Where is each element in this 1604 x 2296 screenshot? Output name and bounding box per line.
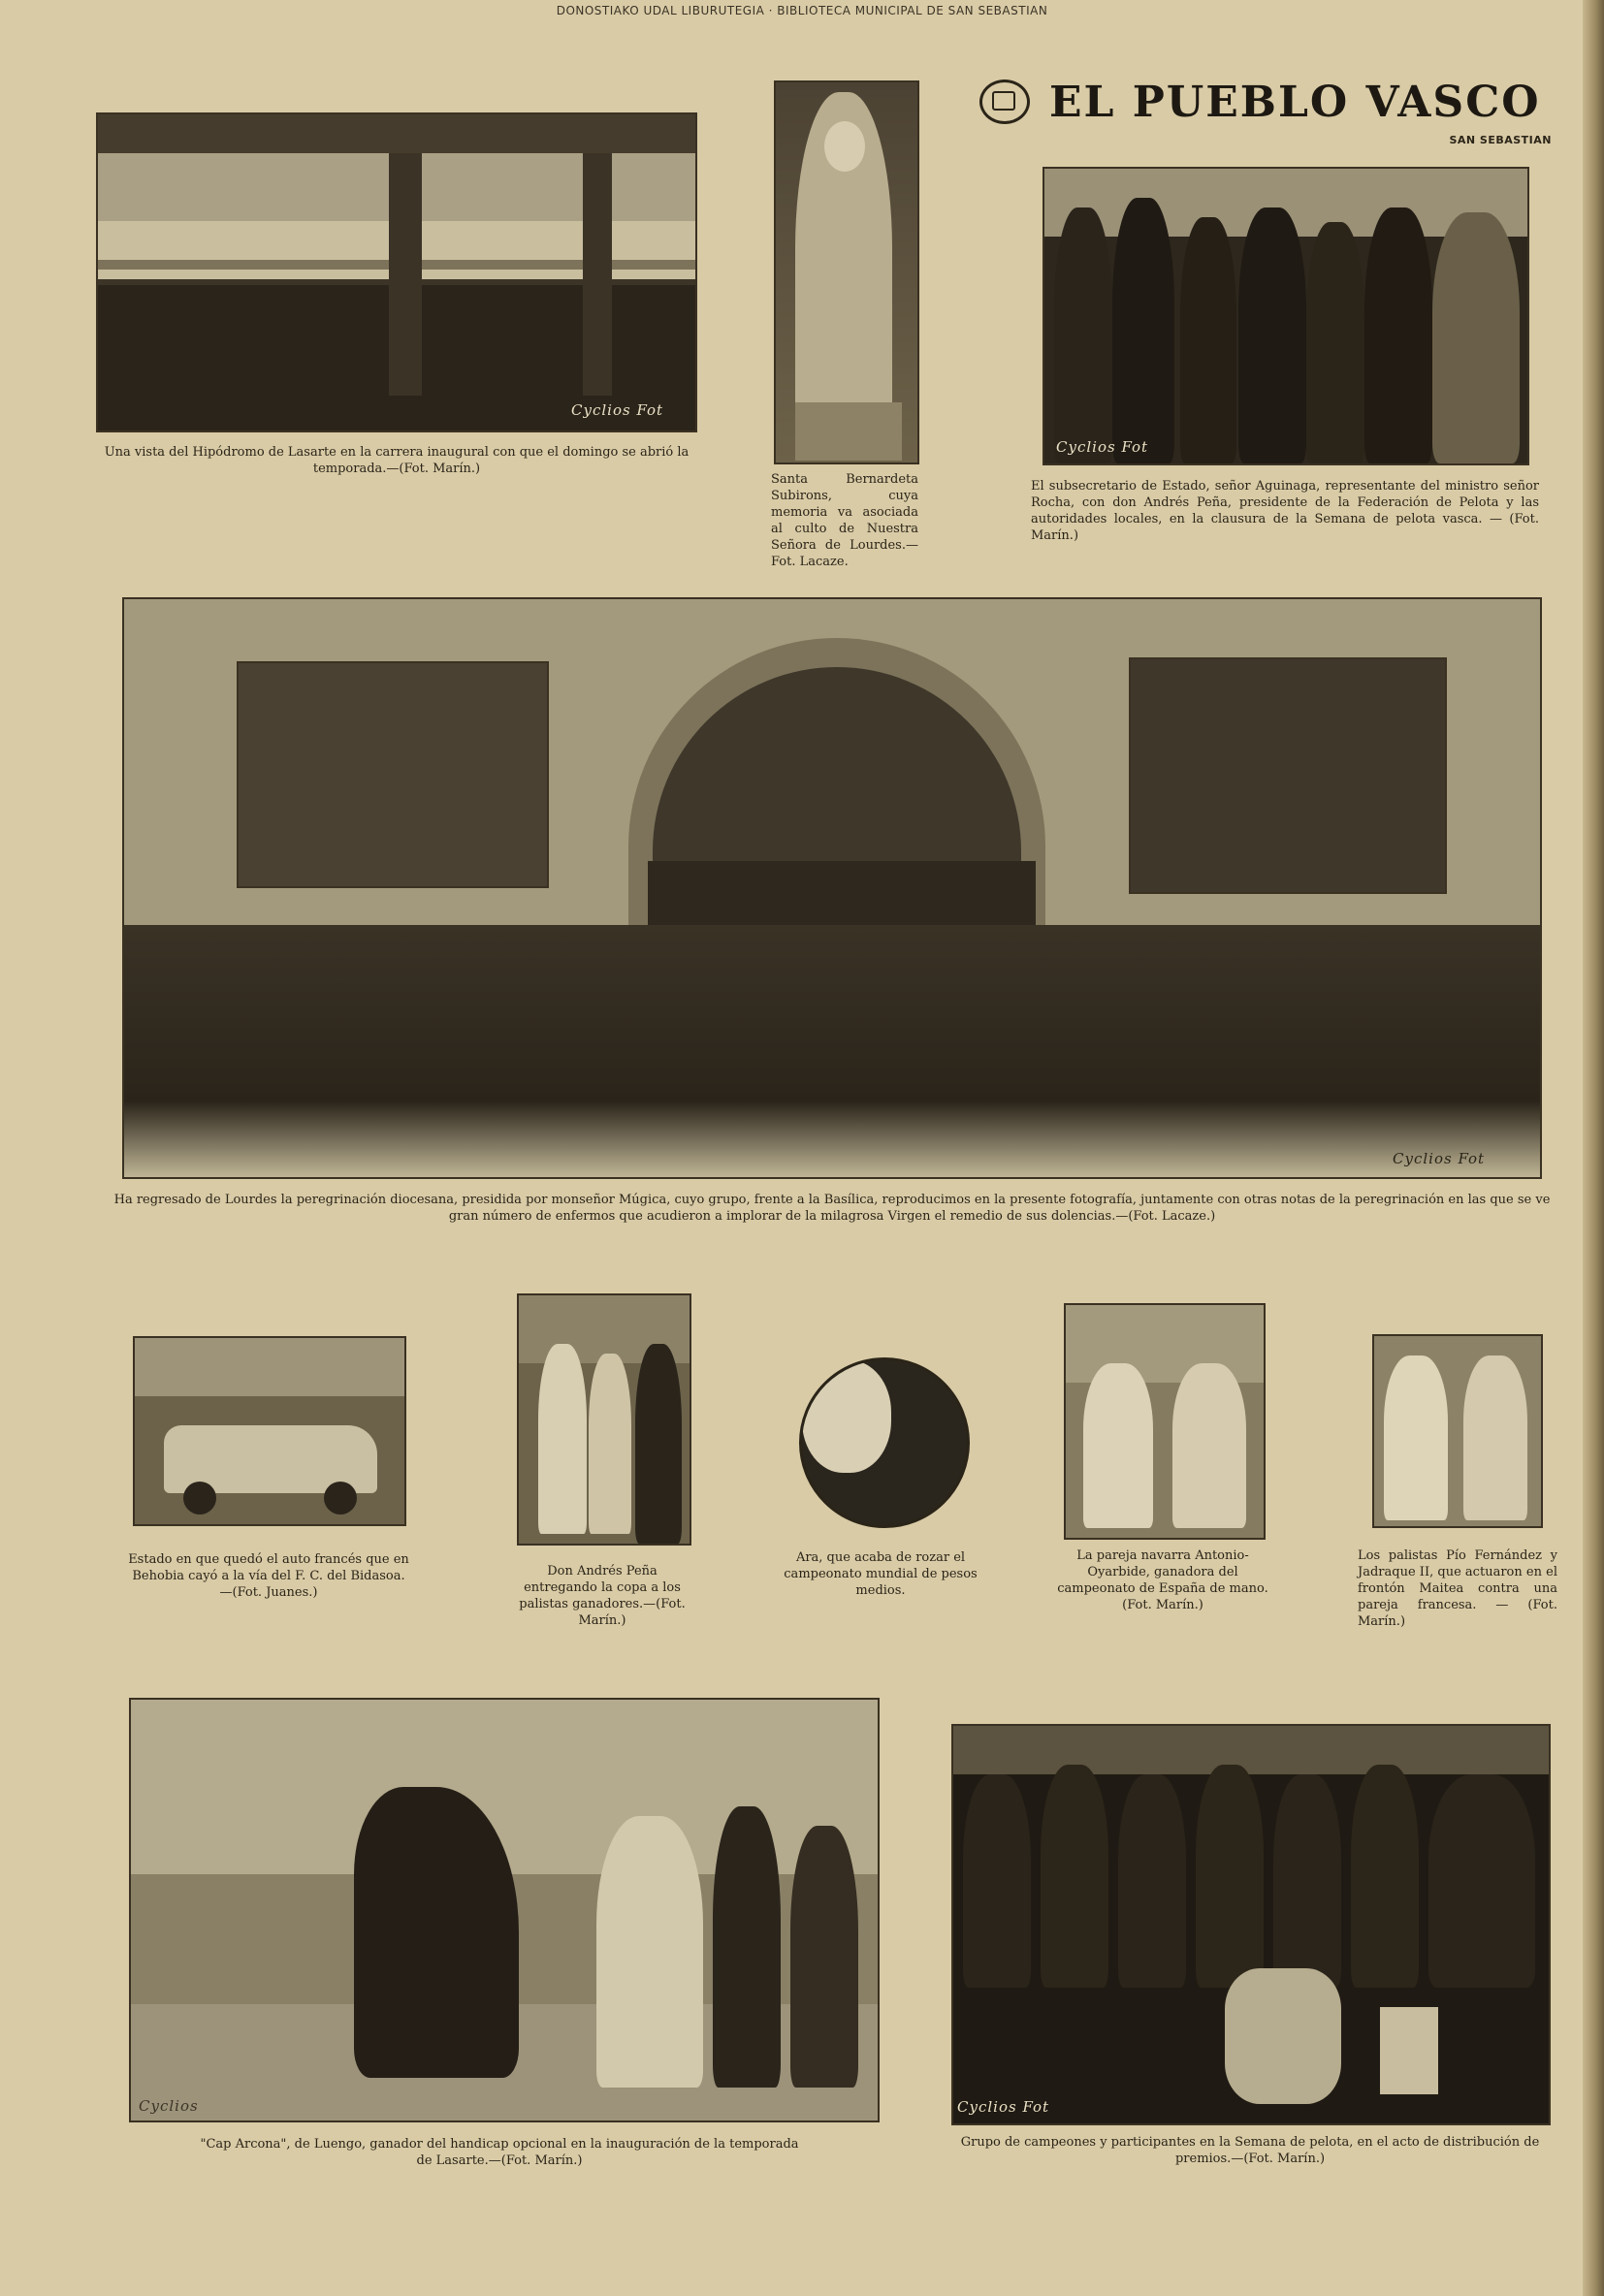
caption-campeones: Grupo de campeones y participantes en la Semana de pelota, en el acto de distribución de premios.—(Fot. Marín.) <box>960 2135 1540 2166</box>
caption-pena-copa: Don Andrés Peña entregando la copa a los palistas ganadores.—(Fot. Marín.) <box>519 1564 686 1628</box>
page-binding-edge <box>1583 0 1604 2296</box>
photographer-signature: Cyclios Fot <box>957 2098 1050 2116</box>
photo-palistas <box>1372 1334 1543 1528</box>
caption-subsecretario: El subsecretario de Estado, señor Aguinaga, representante del ministro señor Rocha, con don Andrés Peña, presidente de la Federación de Pelota y las autoridades locales, en la clausura de la Semana de pelota vasca. — (Fot. Marín.) <box>1031 479 1539 543</box>
photographer-signature: Cyclios Fot <box>1056 438 1149 456</box>
coat-of-arms-icon <box>979 80 1030 124</box>
caption-bernardeta: Santa Bernardeta Subirons, cuya memoria va asociada al culto de Nuestra Señora de Lourdes.—Fot. Lacaze. <box>771 472 918 569</box>
caption-auto: Estado en que quedó el auto francés que en Behobia cayó a la vía del F. C. del Bidasoa.—(Fot. Juanes.) <box>128 1552 409 1600</box>
photographer-signature: Cyclios Fot <box>1393 1150 1486 1167</box>
photo-auto-accidentado <box>133 1336 406 1526</box>
photographer-signature: Cyclios <box>139 2097 199 2115</box>
photo-cap-arcona <box>129 1698 880 2122</box>
caption-lourdes: Ha regresado de Lourdes la peregrinación diocesana, presidida por monseñor Múgica, cuyo grupo, frente a la Basílica, reproducimos en la presente fotografía, juntamente con otras notas de la peregrinación en las que se ve gran número de enfermos que acudieron a implorar de la milagrosa Virgen el remedio de sus dolencias.—(Fot. Lacaze.) <box>113 1193 1551 1224</box>
masthead <box>979 78 1561 126</box>
newspaper-title: EL PUEBLO VASCO <box>1049 77 1541 127</box>
caption-pareja-navarra: La pareja navarra Antonio-Oyarbide, ganadora del campeonato de España de mano. (Fot. Marín.) <box>1057 1548 1268 1612</box>
caption-cap-arcona: "Cap Arcona", de Luengo, ganador del handicap opcional en la inauguración de la temporada de Lasarte.—(Fot. Marín.) <box>200 2137 799 2168</box>
photo-ara-boxeador <box>799 1357 970 1528</box>
photo-campeones <box>951 1724 1551 2125</box>
caption-ara: Ara, que acaba de rozar el campeonato mundial de pesos medios. <box>784 1550 978 1598</box>
photo-pena-copa <box>517 1293 691 1546</box>
inset-photo-right <box>1129 657 1447 894</box>
photo-pareja-navarra <box>1064 1303 1266 1540</box>
photo-lourdes-basilica <box>122 597 1542 1179</box>
photo-bernardeta <box>774 80 919 464</box>
inset-photo-left <box>237 661 549 888</box>
newspaper-city: SAN SEBASTIAN <box>1449 134 1552 146</box>
photographer-signature: Cyclios Fot <box>571 401 664 419</box>
caption-palistas: Los palistas Pío Fernández y Jadraque II, que actuaron en el frontón Maitea contra una pareja francesa. — (Fot. Marín.) <box>1358 1548 1557 1629</box>
photo-hipodromo <box>96 112 697 432</box>
photo-subsecretario <box>1043 167 1529 465</box>
caption-hipodromo: Una vista del Hipódromo de Lasarte en la carrera inaugural con que el domingo se abrió la temporada.—(Fot. Marín.) <box>104 445 690 476</box>
archive-header: DONOSTIAKO UDAL LIBURUTEGIA · BIBLIOTECA MUNICIPAL DE SAN SEBASTIAN <box>556 4 1048 17</box>
